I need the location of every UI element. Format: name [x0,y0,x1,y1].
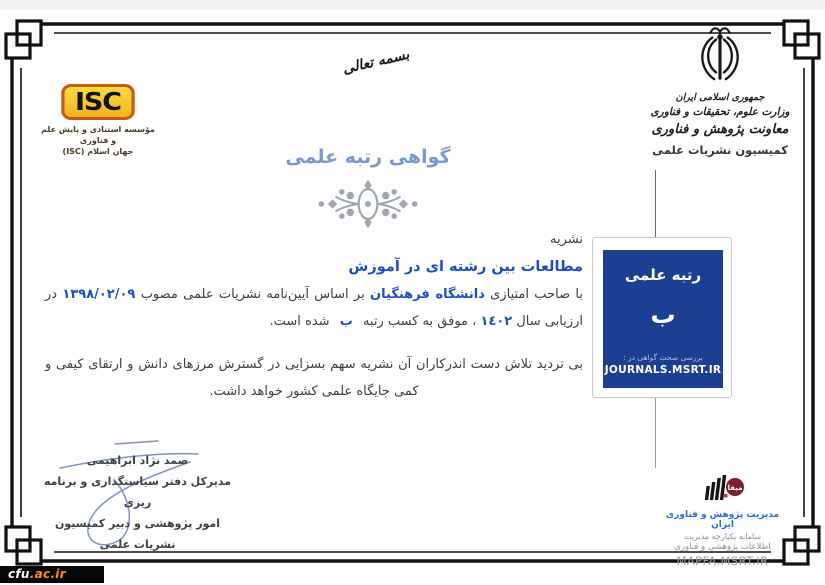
mapfa-logo-text: مپفا [727,484,742,492]
evaluation-year: ١٤٠٢ [480,314,513,329]
body-line2 [45,308,583,335]
mapfa-line1: مدیریت پژوهش و فناوری ایران [665,510,780,530]
body-line1-post: در [45,287,58,302]
rank-badge [592,237,732,398]
body-paragraph2: بی تردید تلاش دست اندرکاران آن نشریه سهم بسزایی در گسترش مرزهای دانش و ارتقای کیفی و کمی جایگاه علمی کشور خواهد داشت. [45,357,583,399]
mapfa-line3: اطلاعات پژوهشی و فناوری [674,542,771,552]
signature-block [40,450,235,555]
badge-verify-url: JOURNALS.MSRT.IR [604,364,722,376]
certificate-title: گواهی رتبه علمی [285,146,451,168]
ministry-line2: وزارت علوم، تحقیقات و فناوری [650,106,790,118]
cfu-watermark [0,566,104,583]
mapfa-block [660,474,785,568]
ministry-line1: جمهوری اسلامی ایران [675,92,765,103]
rank-badge-panel [603,250,723,388]
isc-logo [61,84,134,120]
ministry-line3: معاونت پژوهش و فناوری [651,122,789,137]
corner-knot-bottom-left [6,527,41,564]
badge-verify-label: بررسی صحت گواهی در : [623,353,703,362]
corner-knot-top-left [6,21,41,58]
signatory-role-line2: امور پژوهشی و دبیر کمیسیون [54,517,221,530]
badge-column-line-top [655,170,656,238]
badge-rank-letter: ب [650,300,676,329]
ministry-line4: کمیسیون نشریات علمی [652,143,788,157]
publisher-name: دانشگاه فرهنگیان [370,287,485,302]
badge-title: رتبه علمی [624,266,702,284]
mapfa-logo-icon [700,474,746,504]
body-line2-pre: ارزیابی سال [516,314,583,329]
isc-caption-line2: جهان اسلام (ISC) [62,147,134,156]
journal-label: نشریه [550,232,583,247]
watermark-prefix: cfu [8,567,30,581]
watermark-suffix: .ac.ir [29,567,66,581]
signatory-name: صمد نژاد ابراهیمی [86,454,189,467]
isc-logo-block [38,84,158,157]
journal-title: مطالعات بین رشته ای در آموزش [348,259,583,275]
signatory-role-line1: مدیرکل دفتر سیاستگذاری و برنامه ریزی [43,475,232,509]
isc-caption-line1: مؤسسه استنادی و پایش علم و فناوری [41,125,155,145]
ministry-block [636,24,804,157]
mapfa-url: MAPFA.MSRT.IR [676,554,769,568]
decorative-ornament [293,176,443,232]
mapfa-line2: سامانه یکپارچه مدیریت [683,532,762,541]
besmele-text: بسمه تعالی [341,46,411,78]
iran-emblem-icon [691,24,749,86]
signatory-role-line3: نشریات علمی [99,538,176,551]
body-line1 [45,281,583,308]
approval-date: ١٣٩٨/٠٢/٠٩ [62,287,136,302]
badge-column-line-bottom [655,398,656,468]
rank-letter: ب [339,314,353,329]
page-top-strip [0,0,825,10]
corner-knot-bottom-right [784,527,819,564]
body-line1-mid: بر اساس آیین‌نامه نشریات علمی مصوب [140,287,365,302]
certificate-body [45,226,583,405]
body-line1-pre: با صاحب امتیازی [490,287,583,302]
isc-logo-text: ISC [74,87,122,116]
body-line2-post: شده است. [269,314,330,329]
body-line2-mid: ، موفق به کسب رتبه [362,314,477,329]
